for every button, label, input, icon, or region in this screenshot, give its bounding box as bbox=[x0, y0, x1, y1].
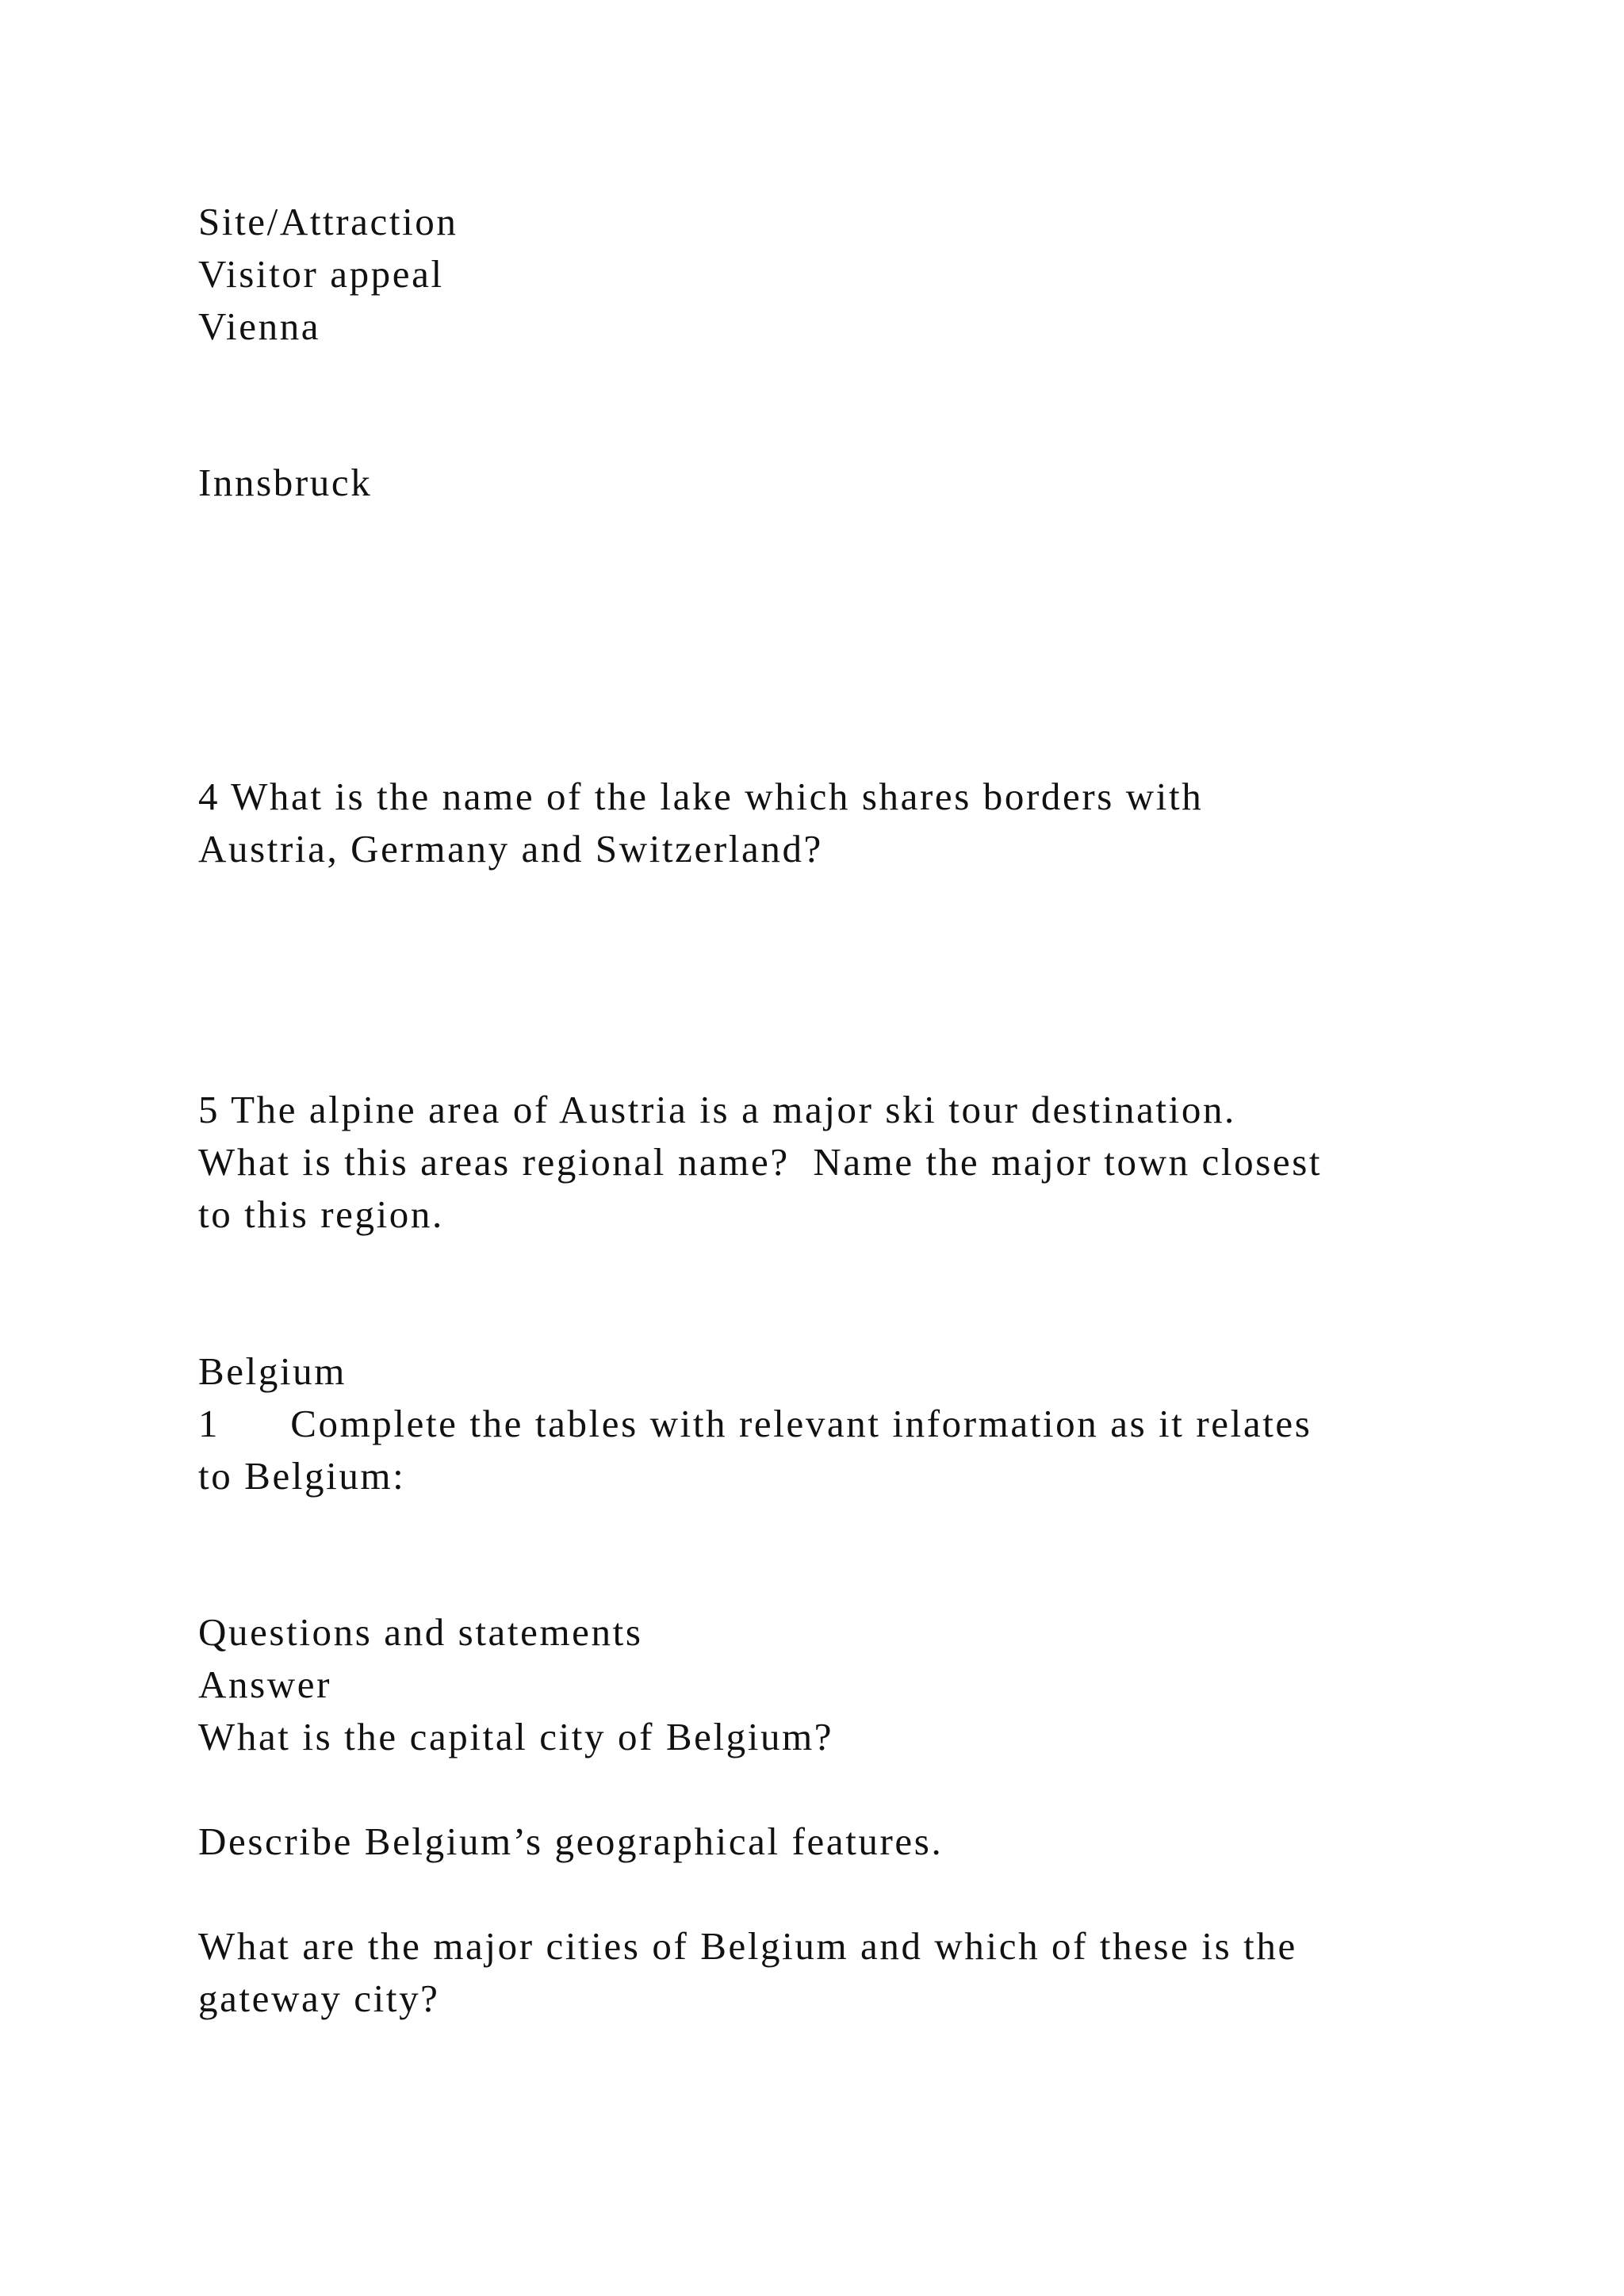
table-header-site-attraction: Site/Attraction bbox=[198, 200, 458, 243]
table-header-answer: Answer bbox=[198, 1663, 332, 1706]
question-4-line-2: Austria, Germany and Switzerland? bbox=[198, 827, 823, 871]
belgium-instruction-line-2: to Belgium: bbox=[198, 1454, 406, 1498]
table-header-visitor-appeal: Visitor appeal bbox=[198, 252, 444, 296]
table-cell-innsbruck: Innsbruck bbox=[198, 461, 373, 504]
question-4-line-1: 4 What is the name of the lake which shares borders with bbox=[198, 775, 1204, 818]
table-header-questions-statements: Questions and statements bbox=[198, 1610, 643, 1654]
table-cell-vienna: Vienna bbox=[198, 304, 321, 348]
table-cell-geography-question: Describe Belgium’s geographical features. bbox=[198, 1820, 944, 1863]
table-cell-cities-question-line-1: What are the major cities of Belgium and which of these is the bbox=[198, 1924, 1297, 1968]
question-5-line-3: to this region. bbox=[198, 1192, 444, 1236]
section-heading-belgium: Belgium bbox=[198, 1349, 347, 1393]
question-5-line-2: What is this areas regional name? Name the major town closest bbox=[198, 1140, 1323, 1184]
table-cell-capital-question: What is the capital city of Belgium? bbox=[198, 1715, 834, 1758]
question-5-line-1: 5 The alpine area of Austria is a major ski tour destination. bbox=[198, 1088, 1236, 1131]
table-cell-cities-question-line-2: gateway city? bbox=[198, 1976, 440, 2020]
belgium-instruction-line-1: 1 Complete the tables with relevant information as it relates bbox=[198, 1402, 1312, 1445]
